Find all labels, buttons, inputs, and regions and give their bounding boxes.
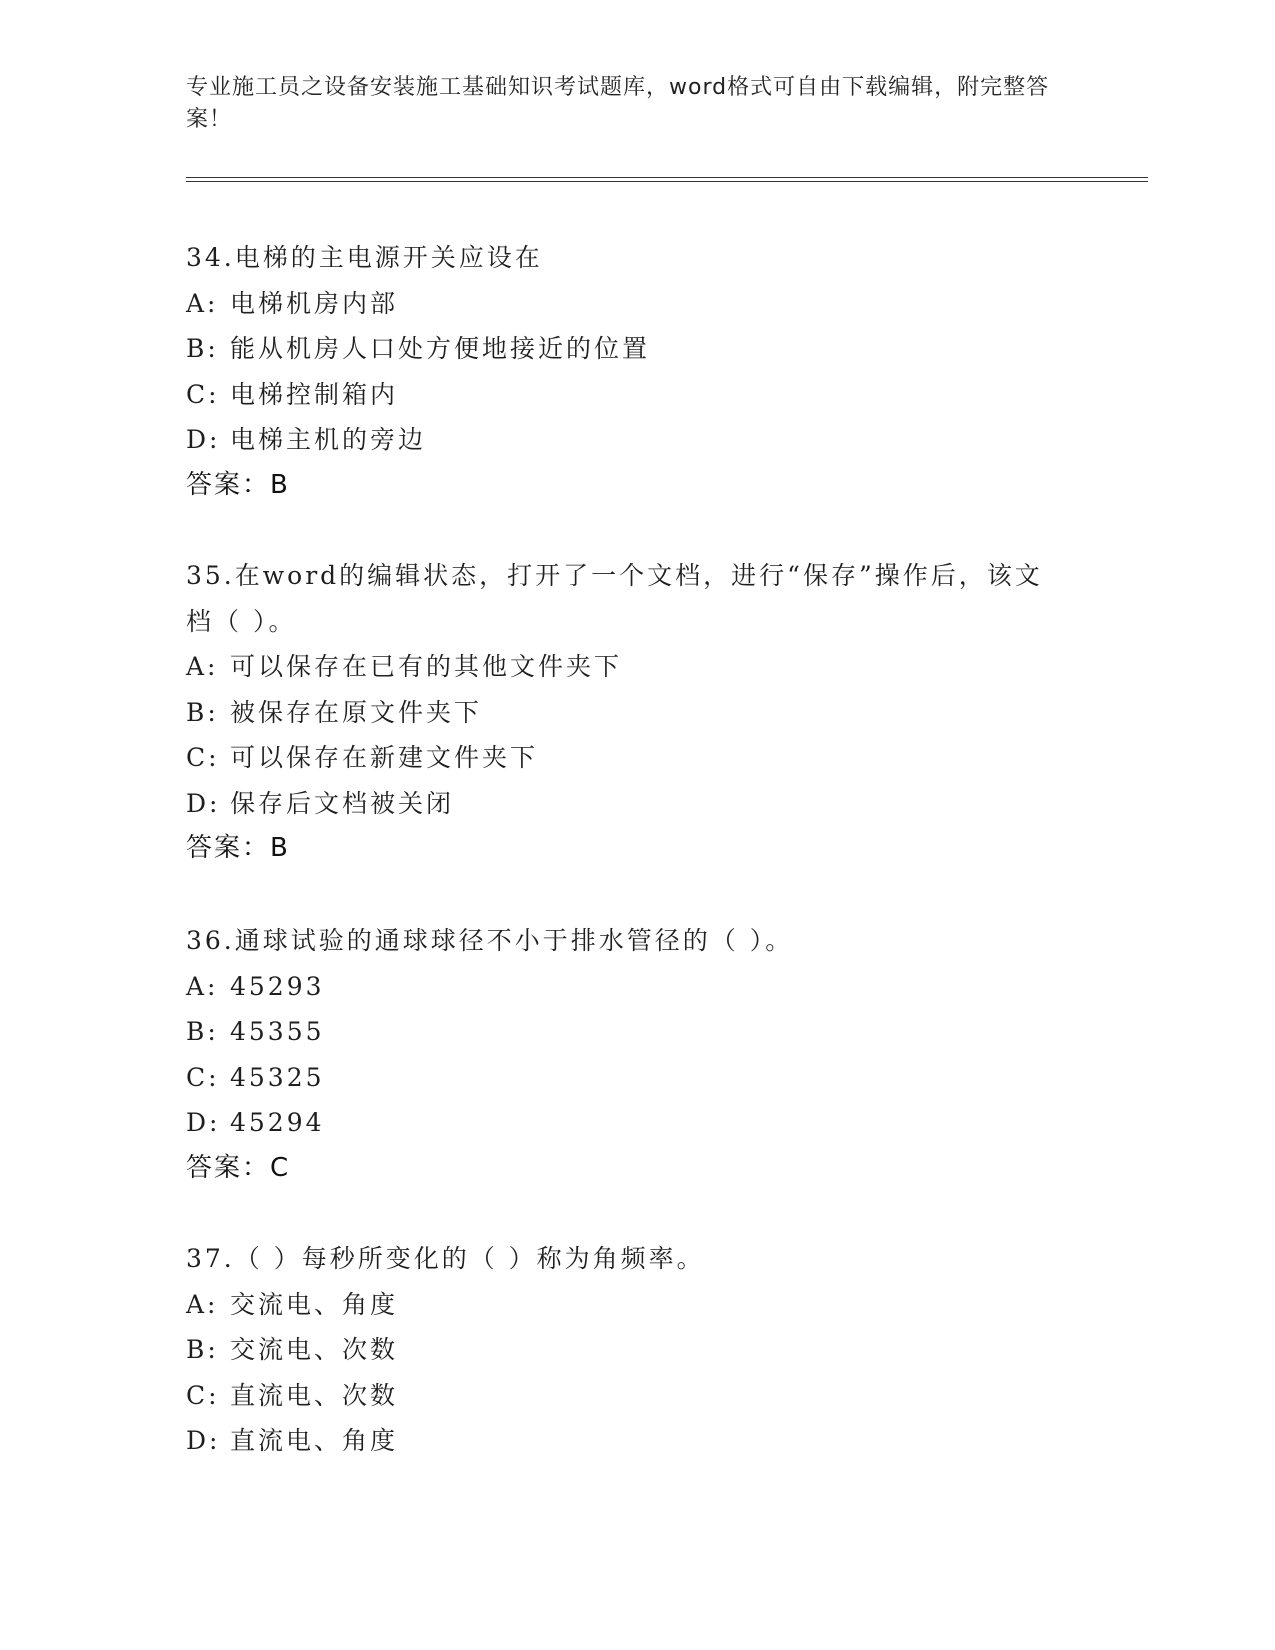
answer-line: 答案：B <box>186 469 290 500</box>
option-text: 可以保存在已有的其他文件夹下 <box>230 652 623 681</box>
option-text: 被保存在原文件夹下 <box>230 697 483 727</box>
header-divider-bottom <box>186 181 1148 182</box>
option-key: A: <box>186 971 219 1001</box>
option-text: 可以保存在新建文件夹下 <box>230 743 539 772</box>
option-key: A: <box>186 288 219 318</box>
option-b <box>186 326 1086 372</box>
option-a <box>186 281 1086 327</box>
question-36 <box>186 918 1086 1191</box>
option-key: D: <box>186 1426 221 1455</box>
document-header: 专业施工员之设备安装施工基础知识考试题库，word格式可自由下载编辑，附完整答案！ <box>186 75 1050 132</box>
option-a <box>186 644 1086 690</box>
option-c <box>186 1373 1086 1419</box>
option-key: B: <box>186 1017 219 1046</box>
option-key: C: <box>186 1062 220 1092</box>
option-text: 直流电、角度 <box>230 1426 399 1455</box>
question-35 <box>186 553 1086 872</box>
option-key: A: <box>186 652 219 681</box>
option-b <box>186 1327 1086 1373</box>
header-divider-top <box>186 177 1148 178</box>
question-stem: 37.（ ）每秒所变化的（ ）称为角频率。 <box>186 1244 705 1273</box>
answer-line: 答案：B <box>186 833 290 863</box>
option-a <box>186 964 1086 1010</box>
option-key: D: <box>186 425 221 454</box>
option-text: 电梯机房内部 <box>230 288 399 318</box>
option-text: 电梯主机的旁边 <box>230 425 427 454</box>
option-key: B: <box>186 1335 219 1364</box>
option-a <box>186 1282 1086 1328</box>
option-key: B: <box>186 334 219 363</box>
option-text: 能从机房人口处方便地接近的位置 <box>230 334 651 363</box>
option-key: D: <box>186 1108 221 1137</box>
option-c <box>186 1055 1086 1101</box>
option-d <box>186 417 1086 463</box>
option-d <box>186 781 1086 827</box>
question-stem: 34.电梯的主电源开关应设在 <box>186 243 543 272</box>
option-key: B: <box>186 697 219 727</box>
option-b <box>186 1009 1086 1055</box>
option-text: 交流电、角度 <box>230 1289 399 1319</box>
option-text: 45325 <box>230 1062 325 1092</box>
option-text: 45355 <box>230 1017 325 1046</box>
option-d <box>186 1100 1086 1146</box>
option-text: 直流电、次数 <box>230 1380 399 1410</box>
option-d <box>186 1418 1086 1464</box>
option-text: 保存后文档被关闭 <box>230 788 455 818</box>
question-34 <box>186 235 1086 508</box>
option-key: C: <box>186 379 220 409</box>
option-text: 45293 <box>230 971 325 1001</box>
option-key: C: <box>186 1380 220 1410</box>
option-text: 电梯控制箱内 <box>230 379 399 409</box>
option-text: 交流电、次数 <box>230 1335 399 1364</box>
option-key: D: <box>186 788 221 818</box>
question-37 <box>186 1236 1086 1464</box>
option-key: A: <box>186 1289 219 1319</box>
option-key: C: <box>186 743 220 772</box>
answer-line: 答案：C <box>186 1152 291 1183</box>
question-stem: 35.在word的编辑状态，打开了一个文档，进行“保存”操作后，该文档（ ）。 <box>186 561 1043 636</box>
option-text: 45294 <box>230 1108 325 1137</box>
question-stem: 36.通球试验的通球球径不小于排水管径的（ ）。 <box>186 926 794 955</box>
option-c <box>186 735 1086 781</box>
option-c <box>186 372 1086 418</box>
option-b <box>186 690 1086 736</box>
